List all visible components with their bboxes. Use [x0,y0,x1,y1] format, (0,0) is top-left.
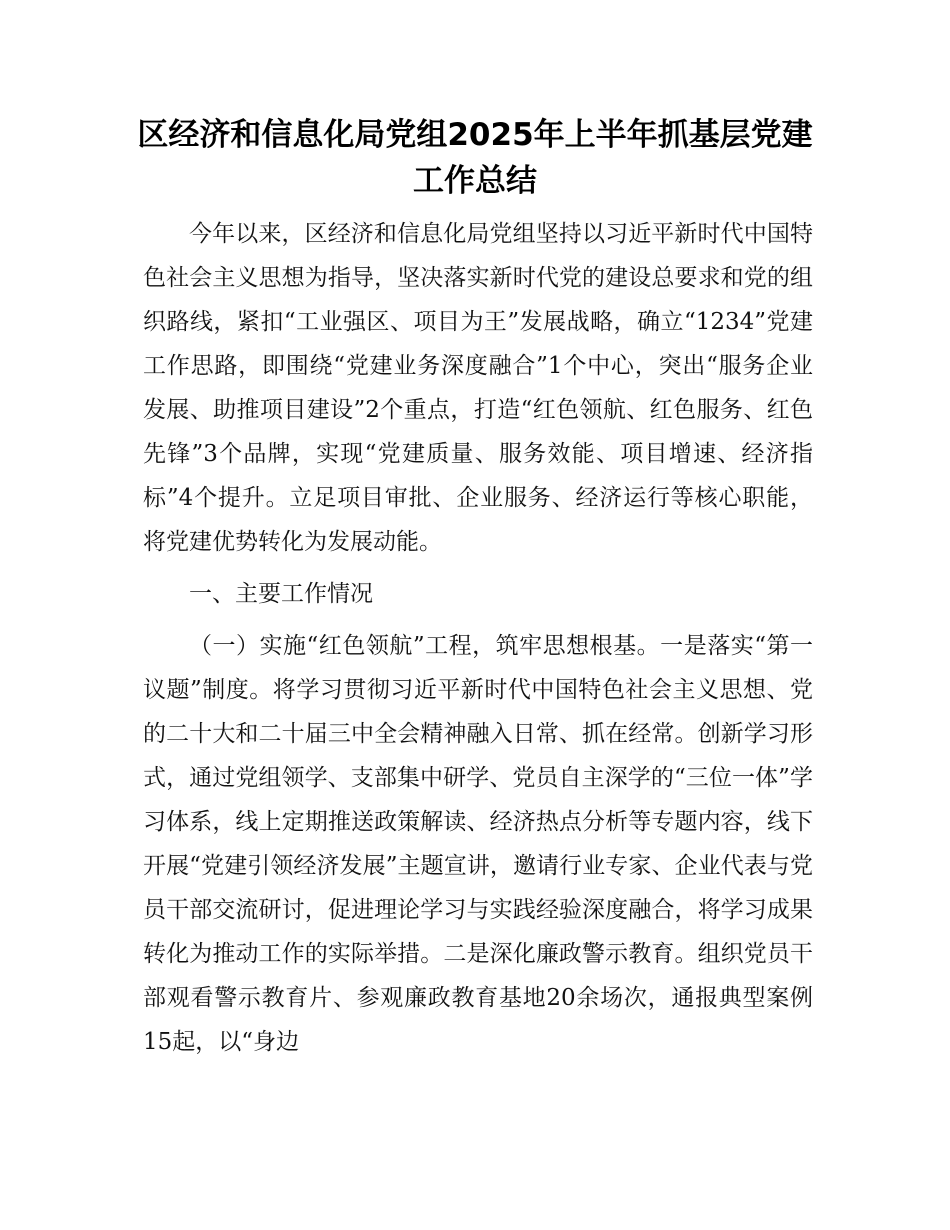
section-heading: 一、主要工作情况 [189,581,373,607]
document-body [143,212,813,1064]
intro-paragraph: 今年以来，区经济和信息化局党组坚持以习近平新时代中国特色社会主义思想为指导，坚决落实新时代党的建设总要求和党的组织路线，紧扣“工业强区、项目为王”发展战略，确立“1234”党建工作思路，即围绕“党建业务深度融合”1个中心，突出“服务企业发展、助推项目建设”2个重点，打造“红色领航、红色服务、红色先锋”3个品牌，实现“党建质量、服务效能、项目增速、经济指标”4个提升。立足项目审批、企业服务、经济运行等核心职能，将党建优势转化为发展动能。 [143,221,813,555]
document-title: 区经济和信息化局党组2025年上半年抓基层党建工作总结 [137,117,813,199]
section-paragraph: （一）实施“红色领航”工程，筑牢思想根基。一是落实“第一议题”制度。将学习贯彻习近平新时代中国特色社会主义思想、党的二十大和二十届三中全会精神融入日常、抓在经常。创新学习形式，通过党组领学、支部集中研学、党员自主深学的“三位一体”学习体系，线上定期推送政策解读、经济热点分析等专题内容，线下开展“党建引领经济发展”主题宣讲，邀请行业专家、企业代表与党员干部交流研讨，促进理论学习与实践经验深度融合，将学习成果转化为推动工作的实际举措。二是深化廉政警示教育。组织党员干部观看警示教育片、参观廉政教育基地20余场次，通报典型案例15起，以“身边 [143,633,813,1055]
